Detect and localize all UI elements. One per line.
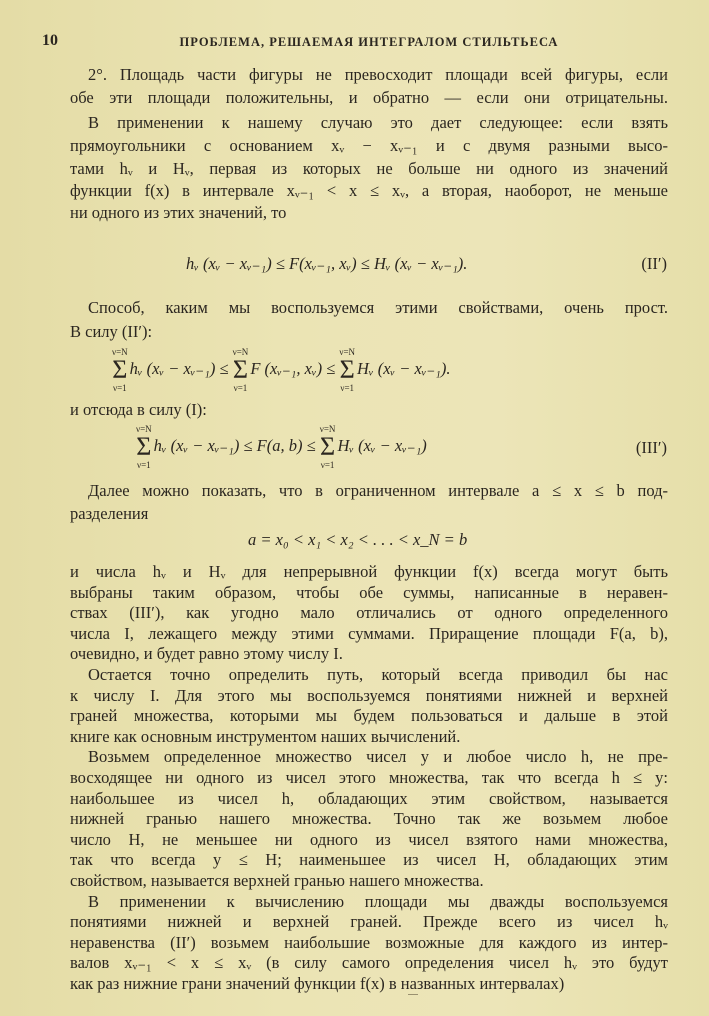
text-line: тами hᵥ и Hᵥ, первая из которых не больше ни одного из значений xyxy=(70,159,668,178)
text-line: обе эти площади положительны, и обратно — если они отрицательны. xyxy=(70,88,668,107)
text-line: В применении к нашему случаю это дает следующее: если взять xyxy=(88,113,668,132)
text-line: Далее можно показать, что в ограниченном интервале a ≤ x ≤ b под- xyxy=(88,481,668,500)
equation-III xyxy=(136,424,427,470)
sum-term-1: hᵥ (xᵥ − xᵥ₋₁) ≤ xyxy=(129,358,233,378)
text-line: функции f(x) в интервале xᵥ₋₁ < x ≤ xᵥ, а вторая, наоборот, не меньше xyxy=(70,181,668,200)
sum-term-2: F (xᵥ₋₁, xᵥ) ≤ xyxy=(250,358,340,378)
sum-symbol: ν=N Σ ν=1 xyxy=(112,347,128,393)
text-line: Возьмем определенное множество чисел y и любое число h, не пре- xyxy=(88,747,668,767)
text-line: граней множества, которыми мы будем пользоваться и дальше в этой xyxy=(70,706,668,726)
text-line: Способ, каким мы воспользуемся этими свойствами, очень прост. xyxy=(88,298,668,317)
sum-symbol: ν=N Σ ν=1 xyxy=(232,347,249,393)
text-line: так что всегда y ≤ H; наименьшее из чисел H, обладающих этим xyxy=(70,850,668,870)
equation-label-III: (III′) xyxy=(635,438,667,457)
page-number: 10 xyxy=(42,32,58,49)
text-line: В применении к вычислению площади мы дважды воспользуемся xyxy=(88,891,668,911)
text-line: свойством, называется верхней гранью нашего множества. xyxy=(70,871,484,890)
text-line: числа I, лежащего между этими суммами. Приращение площади F(a, b), xyxy=(70,623,668,643)
text-line: Остается точно определить путь, который всегда приводил бы нас xyxy=(88,665,668,684)
text-line: 2°. Площадь части фигуры не превосходит площади всей фигуры, если xyxy=(88,65,668,84)
text-line: нижней гранью нашего множества. Точно так же возьмем любое xyxy=(70,809,668,829)
equation-II: hᵥ (xᵥ − xᵥ₋₁) ≤ F(xᵥ₋₁, xᵥ) ≤ Hᵥ (xᵥ − xᵥ₋₁). xyxy=(186,254,468,273)
text-line: прямоугольники с основанием xᵥ − xᵥ₋₁ и с двумя разными высо- xyxy=(70,136,668,155)
text-line: разделения xyxy=(70,504,149,523)
sum-symbol: ν=N Σ ν=1 xyxy=(339,347,356,393)
text-line: книге как основным инструментом наших вычислений. xyxy=(70,726,461,746)
text-line: понятиями нижней и верхней граней. Прежде всего из чисел hᵥ xyxy=(70,912,668,932)
sum-term-3: Hᵥ (xᵥ − xᵥ₋₁). xyxy=(357,358,451,378)
sum-symbol: ν=N Σ ν=1 xyxy=(319,424,336,470)
equation-label-II: (II′) xyxy=(641,254,667,273)
text-line: восходящее ни одного из чисел этого множества, так что всегда h ≤ y: xyxy=(70,768,668,787)
sum-term-2: Hᵥ (xᵥ − xᵥ₋₁) xyxy=(337,435,427,455)
text-line: и отсюда в силу (I): xyxy=(70,400,207,419)
text-line: к числу I. Для этого мы воспользуемся понятиями нижней и верхней xyxy=(70,685,668,705)
sum-symbol: ν=N Σ ν=1 xyxy=(136,424,152,470)
text-line: наибольшее из чисел h, обладающих этим свойством, называется xyxy=(70,788,668,808)
text-line: В силу (II′): xyxy=(70,322,153,341)
text-line: выбраны таким образом, чтобы обе суммы, написанные в неравен- xyxy=(70,582,668,602)
text-line: валов xᵥ₋₁ < x ≤ xᵥ (в силу самого определения чисел hᵥ это будут xyxy=(70,953,668,973)
text-line: ни одного из этих значений, то xyxy=(70,203,287,222)
text-line: и числа hᵥ и Hᵥ для непрерывной функции f(x) всегда могут быть xyxy=(70,562,668,581)
sum-term-1: hᵥ (xᵥ − xᵥ₋₁) ≤ F(a, b) ≤ xyxy=(153,435,320,455)
text-line: очевидно, и будет равно этому числу I. xyxy=(70,644,343,664)
running-title: ПРОБЛЕМА, РЕШАЕМАЯ ИНТЕГРАЛОМ СТИЛЬТЬЕСА xyxy=(179,35,559,49)
equation-sums xyxy=(112,347,451,393)
text-line: число H, не меньшее ни одного из чисел взятого нами множества, xyxy=(70,829,668,849)
equation-partition: a = x₀ < x₁ < x₂ < . . . < x_N = b xyxy=(248,530,468,549)
text-line: ствах (III′), как угодно мало отличались от одного определенного xyxy=(70,603,668,623)
text-line: как раз нижние грани значений функции f(x) в названных интервалах) xyxy=(70,974,565,993)
text-line: неравенства (II′) возьмем наибольшие возможные для каждого из интер- xyxy=(70,932,668,952)
page-mark xyxy=(408,994,418,995)
